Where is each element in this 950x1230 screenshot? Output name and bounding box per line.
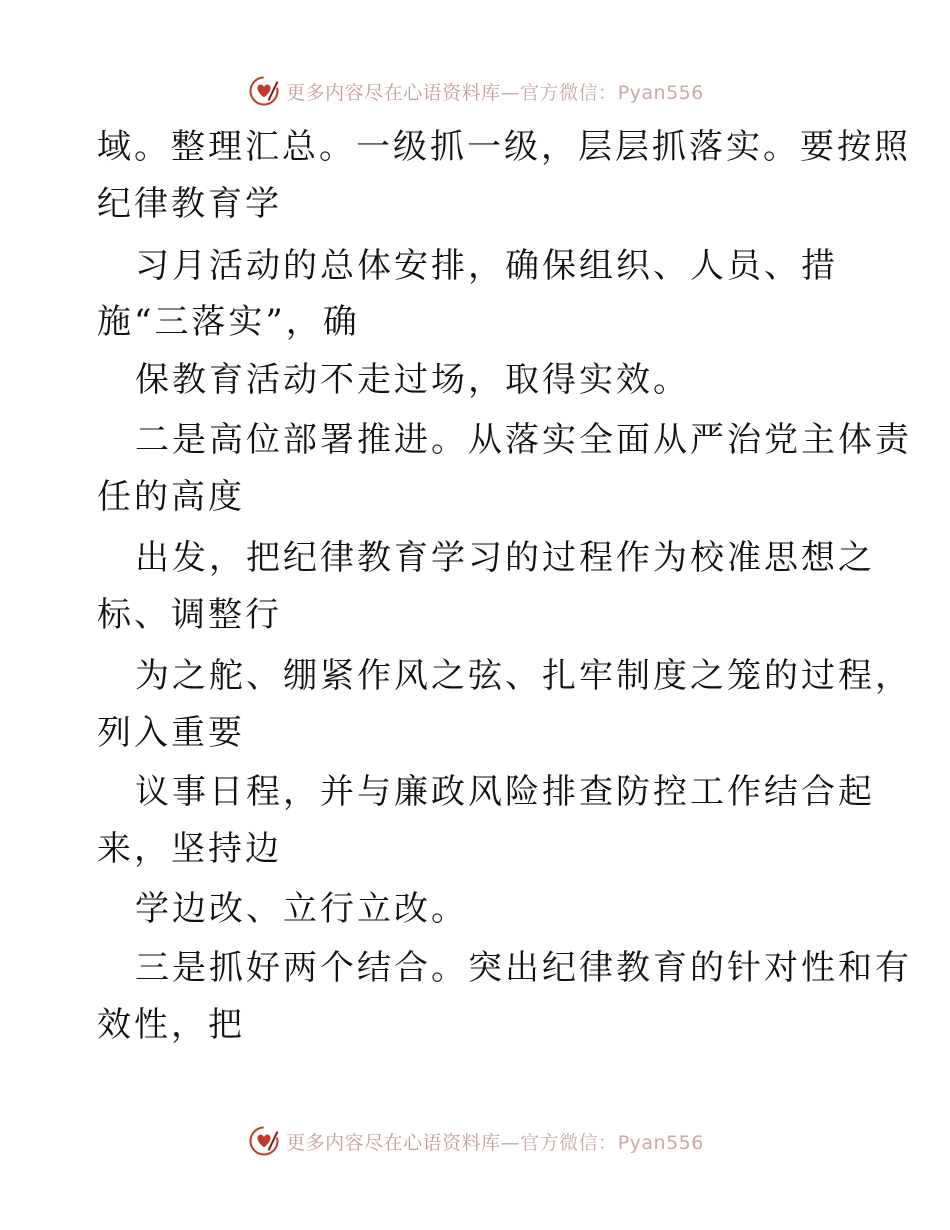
body-line: 保教育活动不走过场，取得实效。 bbox=[135, 360, 690, 400]
watermark-handle: Pyan556 bbox=[617, 1131, 704, 1154]
body-line: 出发，把纪律教育学习的过程作为校准思想之 bbox=[135, 538, 875, 578]
footer-watermark bbox=[0, 1121, 950, 1161]
watermark-official-label: 官方微信： bbox=[520, 81, 618, 104]
body-line: 三是抓好两个结合。突出纪律教育的针对性和有 bbox=[135, 948, 912, 988]
watermark-handle: Pyan556 bbox=[617, 81, 704, 104]
body-line: 效性，把 bbox=[97, 1005, 245, 1045]
body-line: 二是高位部署推进。从落实全面从严治党主体责 bbox=[135, 420, 912, 460]
body-line: 施“三落实”，确 bbox=[97, 302, 360, 342]
body-line: 域。整理汇总。一级抓一级，层层抓落实。要按照 bbox=[97, 127, 911, 167]
body-line: 标、调整行 bbox=[97, 595, 282, 635]
body-line: 学边改、立行立改。 bbox=[135, 889, 468, 929]
watermark-main-text: 更多内容尽在心语资料库 bbox=[286, 1131, 501, 1154]
body-line: 习月活动的总体安排，确保组织、人员、措 bbox=[135, 246, 838, 286]
watermark-text bbox=[286, 1128, 704, 1155]
body-line: 议事日程，并与廉政风险排查防控工作结合起 bbox=[135, 772, 875, 812]
body-line: 纪律教育学 bbox=[97, 184, 282, 224]
body-line: 为之舵、绷紧作风之弦、扎牢制度之笼的过程， bbox=[135, 656, 912, 696]
body-line: 来，坚持边 bbox=[97, 829, 282, 869]
watermark-dash: — bbox=[500, 1131, 521, 1154]
watermark-text bbox=[286, 78, 704, 105]
body-line: 列入重要 bbox=[97, 713, 245, 753]
watermark-dash: — bbox=[500, 81, 521, 104]
heart-pen-logo-icon bbox=[246, 73, 282, 109]
watermark-official-label: 官方微信： bbox=[520, 1131, 618, 1154]
heart-pen-logo-icon bbox=[246, 1123, 282, 1159]
body-line: 任的高度 bbox=[97, 477, 245, 517]
header-watermark bbox=[0, 71, 950, 111]
watermark-main-text: 更多内容尽在心语资料库 bbox=[286, 81, 501, 104]
